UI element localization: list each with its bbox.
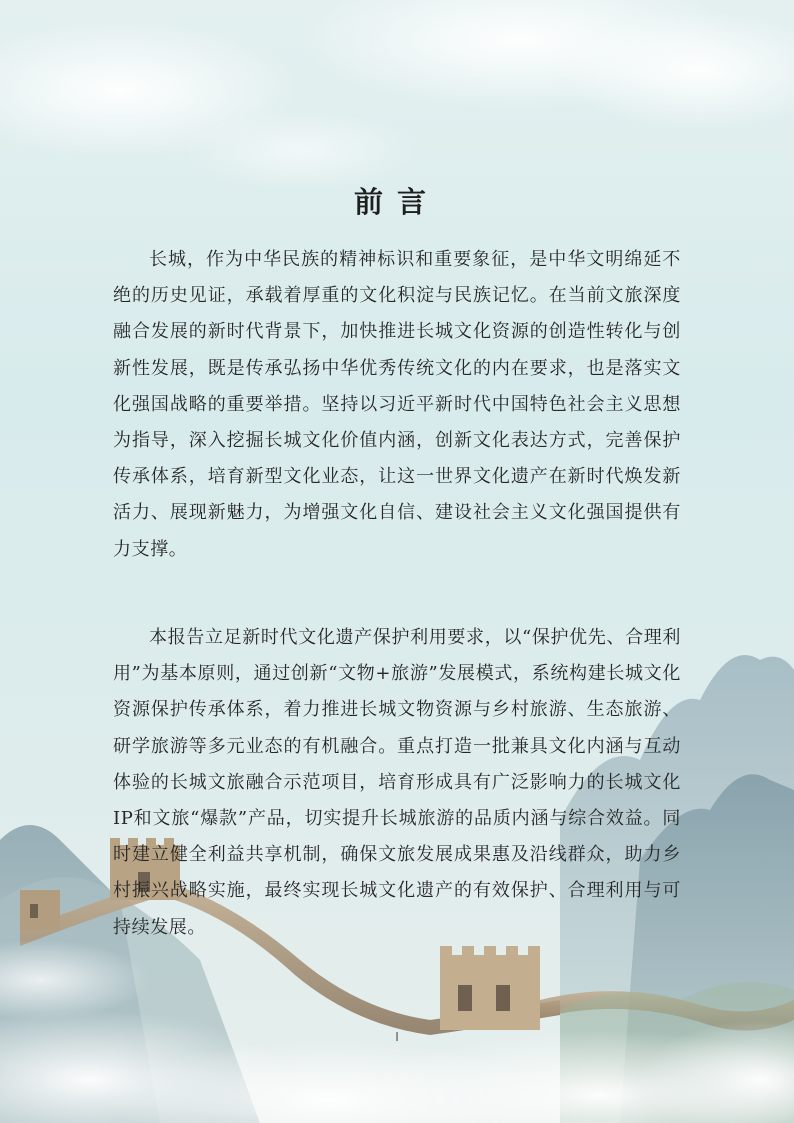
page-title: 前言	[353, 185, 440, 219]
paragraph-intro: 长城，作为中华民族的精神标识和重要象征，是中华文明绵延不绝的历史见证，承载着厚重的文化积淀与民族记忆。在当前文旅深度融合发展的新时代背景下，加快推进长城文化资源的创造性转化与创新性发展，既是传承弘扬中华优秀传统文化的内在要求，也是落实文化强国战略的重要举措。坚持以习近平新时代中国特色社会主义思想为指导，深入挖掘长城文化价值内涵，创新文化表达方式，完善保护传承体系，培育新型文化业态，让这一世界文化遗产在新时代焕发新活力、展现新魅力，为增强文化自信、建设社会主义文化强国提供有力支撑。	[113, 249, 681, 560]
page-number: I	[395, 1030, 399, 1044]
paragraph-report-summary: 本报告立足新时代文化遗产保护利用要求，以“保护优先、合理利用”为基本原则，通过创新“文物+旅游”发展模式，系统构建长城文化资源保护传承体系，着力推进长城文物资源与乡村旅游、生态旅游、研学旅游等多元业态的有机融合。重点打造一批兼具文化内涵与互动体验的长城文旅融合示范项目，培育形成具有广泛影响力的长城文化IP和文旅“爆款”产品，切实提升长城旅游的品质内涵与综合效益。同时建立健全利益共享机制，确保文旅发展成果惠及沿线群众，助力乡村振兴战略实施，最终实现长城文化遗产的有效保护、合理利用与可持续发展。	[113, 627, 681, 938]
